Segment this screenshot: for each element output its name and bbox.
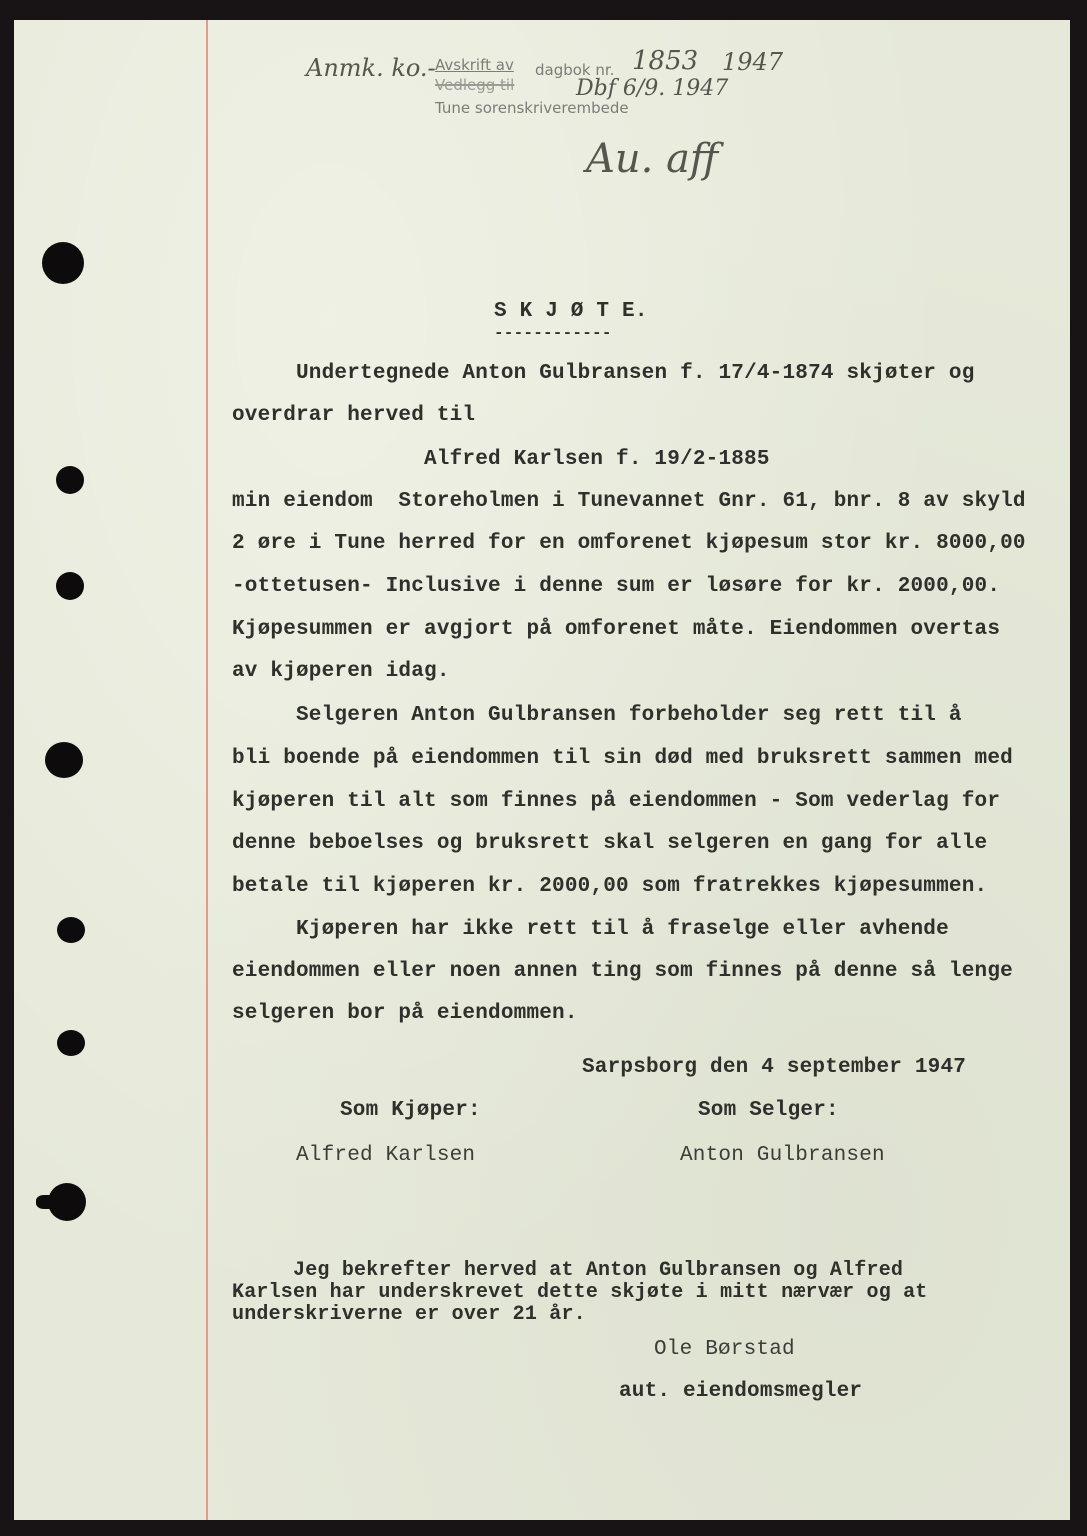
body-line: bli boende på eiendommen til sin død med bruksrett sammen med <box>232 747 1013 770</box>
title-underline: ------------ <box>494 324 612 342</box>
body-line: av kjøperen idag. <box>232 660 450 683</box>
confirmation-line: underskriverne er over 21 år. <box>232 1303 586 1326</box>
body-line: -ottetusen- Inclusive i denne sum er løsøre for kr. 2000,00. <box>232 575 1001 598</box>
confirmation-line: Karlsen har underskrevet dette skjøte i mitt nærvær og at <box>232 1281 928 1304</box>
punch-hole-icon <box>56 572 84 600</box>
body-line: overdrar herved til <box>232 404 476 427</box>
document-page <box>14 20 1070 1520</box>
buyer-name-centered: Alfred Karlsen f. 19/2-1885 <box>424 448 770 471</box>
handwritten-year: 1947 <box>722 48 784 76</box>
buyer-label: Som Kjøper: <box>340 1099 481 1122</box>
body-line: Undertegnede Anton Gulbransen f. 17/4-1874 skjøter og <box>232 362 975 385</box>
handwritten-dagbok-number: 1853 <box>632 46 699 76</box>
place-date: Sarpsborg den 4 september 1947 <box>582 1056 967 1079</box>
body-line: denne beboelses og bruksrett skal selgeren en gang for alle <box>232 832 988 855</box>
buyer-signature-name: Alfred Karlsen <box>296 1144 476 1167</box>
body-line: kjøperen til alt som finnes på eiendommen - Som vederlag for <box>232 790 1001 813</box>
body-line: selgeren bor på eiendommen. <box>232 1002 578 1025</box>
seller-signature-name: Anton Gulbransen <box>680 1144 885 1167</box>
body-line: eiendommen eller noen annen ting som finnes på denne så lenge <box>232 960 1013 983</box>
witness-title: aut. eiendomsmegler <box>619 1380 863 1403</box>
handwritten-signature: Au. aff <box>586 136 719 182</box>
body-line: min eiendom Storeholmen i Tunevannet Gnr. 61, bnr. 8 av skyld <box>232 490 1026 513</box>
body-line: Kjøperen har ikke rett til å fraselge eller avhende <box>232 918 949 941</box>
stamp-dagbok-label: dagbok nr. <box>535 61 615 79</box>
punch-hole-icon <box>42 242 84 284</box>
handwritten-annotation: Anmk. ko.- <box>306 54 436 82</box>
document-title: S K J Ø T E. <box>494 300 648 323</box>
red-margin-line <box>206 20 208 1520</box>
confirmation-line: Jeg bekrefter herved at Anton Gulbransen og Alfred <box>232 1259 904 1282</box>
witness-name: Ole Børstad <box>654 1338 795 1361</box>
body-line: Selgeren Anton Gulbransen forbeholder seg rett til å <box>232 704 962 727</box>
punch-hole-icon <box>45 742 83 778</box>
punch-hole-tab-icon <box>36 1195 56 1209</box>
punch-hole-icon <box>57 1030 85 1056</box>
handwritten-date: Dbf 6/9. 1947 <box>576 76 729 101</box>
stamp-vedlegg-struck: Vedlegg til <box>435 76 515 94</box>
punch-hole-icon <box>56 466 84 494</box>
stamp-office: Tune sorenskriverembede <box>435 99 629 117</box>
seller-label: Som Selger: <box>698 1099 839 1122</box>
punch-hole-icon <box>57 917 85 943</box>
stamp-avskrift: Avskrift av <box>435 56 514 74</box>
body-line: 2 øre i Tune herred for en omforenet kjøpesum stor kr. 8000,00 <box>232 532 1026 555</box>
body-line: betale til kjøperen kr. 2000,00 som fratrekkes kjøpesummen. <box>232 875 988 898</box>
body-line: Kjøpesummen er avgjort på omforenet måte. Eiendommen overtas <box>232 618 1001 641</box>
